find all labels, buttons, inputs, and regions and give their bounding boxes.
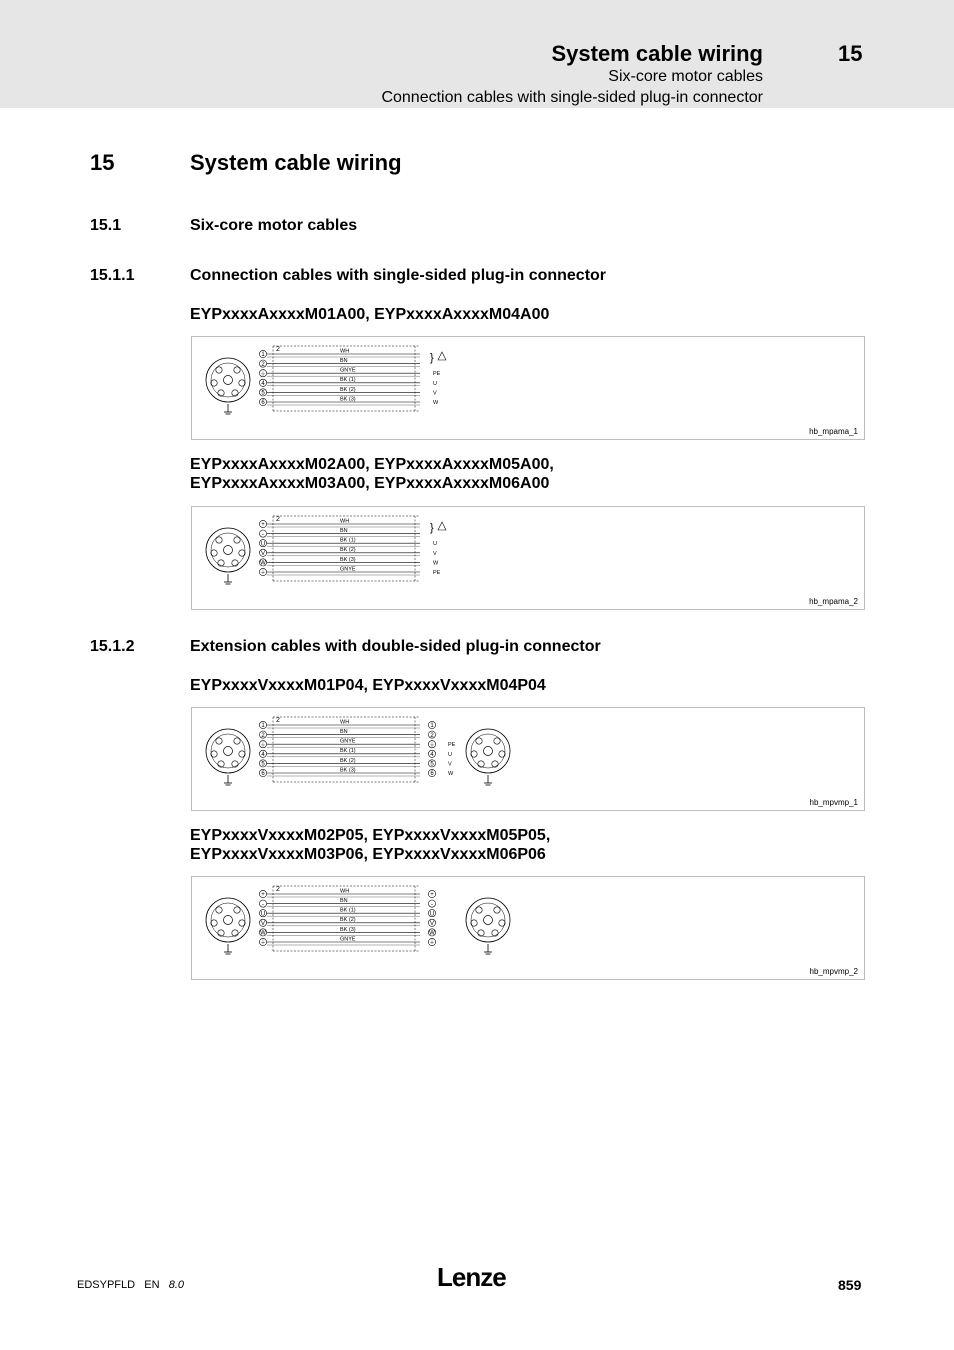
terminal-label: PE (448, 742, 456, 749)
subsubsection-title-1: Connection cables with single-sided plug-in connector (190, 267, 607, 284)
footer-lang: EN (144, 1279, 160, 1291)
plug-connector-pin (211, 751, 217, 757)
wire-color-label: BK (1) (340, 537, 356, 544)
wiring-diagram-svg-4 (192, 877, 864, 979)
pin-label: ⏚ (259, 570, 267, 577)
pin-label: 4 (261, 381, 265, 387)
pin-label-far: W (429, 930, 435, 937)
socket-connector-pin (499, 751, 505, 757)
plug-connector-pin (211, 920, 217, 926)
socket-connector-center (484, 916, 493, 925)
subsubsection-number-2: 15.1.2 (90, 638, 135, 655)
pin-label: 5 (261, 390, 265, 397)
pin-label: ⏚ (259, 742, 267, 749)
wire-color-label: BK (1) (340, 748, 356, 755)
pin-label: + (261, 522, 265, 529)
pin-label-far: + (430, 892, 434, 899)
pin-label: - (262, 901, 264, 908)
caption-2b: EYPxxxxAxxxxM03A00, EYPxxxxAxxxxM06A00 (190, 475, 550, 492)
pin-label: ⏚ (259, 371, 267, 378)
wire-color-label: GNYE (340, 738, 356, 745)
plug-connector-pin (239, 550, 245, 556)
terminal-label: U (448, 751, 452, 758)
plug-connector-center (224, 747, 233, 756)
wire-color-label: WH (340, 719, 350, 726)
wiring-diagram-1 (191, 336, 865, 440)
pin-label-far: 2 (430, 732, 434, 739)
socket-connector-center (484, 747, 493, 756)
pin-label: 6 (261, 771, 265, 778)
plug-connector-center (224, 546, 233, 555)
plug-connector-pin (234, 367, 240, 373)
figure-label-4: hb_mpvmp_2 (809, 967, 858, 976)
plug-connector-pin (216, 738, 222, 744)
plug-connector-pin (211, 550, 217, 556)
brace-mark: } (430, 522, 434, 534)
wire-color-label: BK (3) (340, 926, 356, 933)
socket-connector-pin (476, 907, 482, 913)
subsubsection-number-1: 15.1.1 (90, 267, 135, 284)
pin-label-far: V (429, 921, 435, 927)
pin-label: ⏚ (259, 940, 267, 947)
wire-color-label: BN (340, 729, 348, 735)
pin-label-far: ⏚ (428, 742, 436, 749)
terminal-label: W (433, 560, 439, 567)
wire-color-label: BN (340, 898, 348, 904)
subsubsection-title-2: Extension cables with double-sided plug-in connector (190, 638, 601, 655)
wiring-diagram-svg-2 (192, 507, 864, 609)
plug-connector-center (224, 916, 233, 925)
twist-mark: 2 (276, 346, 280, 353)
subsection-title: Six-core motor cables (190, 217, 358, 234)
plug-connector-pin (234, 738, 240, 744)
wire-color-label: WH (340, 518, 350, 525)
twist-mark: 2 (276, 717, 280, 724)
plug-connector-pin (234, 907, 240, 913)
plug-connector-pin (239, 920, 245, 926)
brace-mark: } (430, 352, 434, 364)
wire-color-label: BK (2) (340, 547, 356, 554)
socket-connector-pin (471, 751, 477, 757)
pin-label-far: U (429, 911, 435, 918)
pin-label: - (262, 531, 264, 538)
pin-label: 1 (261, 352, 265, 359)
caption-3: EYPxxxxVxxxxM01P04, EYPxxxxVxxxxM04P04 (190, 677, 546, 694)
socket-connector-pin (499, 920, 505, 926)
pin-label: + (261, 892, 265, 899)
wire-color-label: BK (2) (340, 386, 356, 393)
plug-connector-pin (216, 367, 222, 373)
terminal-label: V (433, 550, 437, 557)
figure-label-1: hb_mpama_1 (809, 427, 858, 436)
caption-4b: EYPxxxxVxxxxM03P06, EYPxxxxVxxxxM06P06 (190, 846, 546, 863)
terminal-label: U (433, 541, 437, 548)
pin-label: W (260, 560, 266, 567)
section-number: 15 (90, 150, 115, 175)
pin-label-far: 4 (430, 752, 434, 758)
subsection-number: 15.1 (90, 217, 122, 234)
wire-color-label: BK (3) (340, 556, 356, 563)
socket-connector-pin (476, 738, 482, 744)
pin-label: W (260, 930, 266, 937)
figure-label-3: hb_mpvmp_1 (809, 798, 858, 807)
pin-label: U (260, 911, 266, 918)
plug-connector-pin (239, 380, 245, 386)
header-chapter-number: 15 (838, 41, 863, 66)
plug-connector-center (224, 376, 233, 385)
header-title: System cable wiring (551, 41, 763, 66)
header-subtitle-1: Six-core motor cables (608, 68, 763, 85)
socket-connector-pin (494, 738, 500, 744)
caption-1: EYPxxxxAxxxxM01A00, EYPxxxxAxxxxM04A00 (190, 306, 550, 323)
terminal-label: V (448, 761, 452, 768)
socket-connector-pin (471, 920, 477, 926)
wire-color-label: BK (3) (340, 396, 356, 403)
wire-color-label: GNYE (340, 566, 356, 573)
page-number: 859 (838, 1277, 862, 1293)
wiring-diagram-svg-1 (192, 337, 864, 439)
plug-connector-pin (216, 537, 222, 543)
wiring-diagram-2 (191, 506, 865, 610)
footer-version: 8.0 (168, 1279, 184, 1291)
plug-connector-pin (239, 751, 245, 757)
pin-label: U (260, 541, 266, 548)
socket-connector-pin (494, 907, 500, 913)
terminal-label: U (433, 380, 437, 387)
pin-label: 6 (261, 400, 265, 407)
pin-label-far: ⏚ (428, 940, 436, 947)
wiring-diagram-svg-3 (192, 708, 864, 810)
wire-color-label: BN (340, 528, 348, 534)
plug-connector-pin (216, 907, 222, 913)
pin-label: 2 (261, 361, 265, 368)
plug-connector-pin (211, 380, 217, 386)
header-subtitle-2: Connection cables with single-sided plug-in connector (381, 89, 763, 106)
thermal-symbol (438, 522, 446, 530)
pin-label: 1 (261, 723, 265, 730)
caption-2a: EYPxxxxAxxxxM02A00, EYPxxxxAxxxxM05A00, (190, 456, 554, 473)
thermal-symbol (438, 352, 446, 360)
section-title: System cable wiring (190, 150, 402, 175)
plug-connector-pin (234, 537, 240, 543)
wiring-diagram-4 (191, 876, 865, 980)
footer-doc-id (77, 1279, 184, 1291)
terminal-label: PE (433, 371, 441, 378)
pin-label: 2 (261, 732, 265, 739)
wire-color-label: BK (3) (340, 767, 356, 774)
wiring-diagram-3 (191, 707, 865, 811)
pin-label: V (260, 551, 266, 557)
wire-color-label: GNYE (340, 936, 356, 943)
terminal-label: PE (433, 570, 441, 576)
pin-label-far: 5 (430, 761, 434, 768)
pin-label: 5 (261, 761, 265, 768)
twist-mark: 2 (276, 886, 280, 893)
terminal-label: V (433, 390, 437, 397)
wire-color-label: GNYE (340, 367, 356, 374)
wire-color-label: BK (2) (340, 757, 356, 764)
pin-label: V (260, 921, 266, 927)
twist-mark: 2 (276, 516, 280, 523)
terminal-label: W (448, 771, 454, 777)
wire-color-label: BK (2) (340, 917, 356, 924)
terminal-label: W (433, 400, 439, 406)
footer-doc: EDSYPFLD (77, 1279, 136, 1291)
wire-color-label: BN (340, 358, 348, 364)
pin-label-far: 1 (430, 723, 434, 730)
lenze-logo: Lenze (437, 1262, 506, 1292)
wire-color-label: WH (340, 348, 350, 355)
wire-color-label: BK (1) (340, 907, 356, 914)
figure-label-2: hb_mpama_2 (809, 597, 858, 606)
wire-color-label: BK (1) (340, 377, 356, 384)
pin-label-far: - (431, 901, 433, 908)
pin-label: 4 (261, 752, 265, 758)
pin-label-far: 6 (430, 771, 434, 778)
wire-color-label: WH (340, 888, 350, 895)
caption-4a: EYPxxxxVxxxxM02P05, EYPxxxxVxxxxM05P05, (190, 827, 551, 844)
